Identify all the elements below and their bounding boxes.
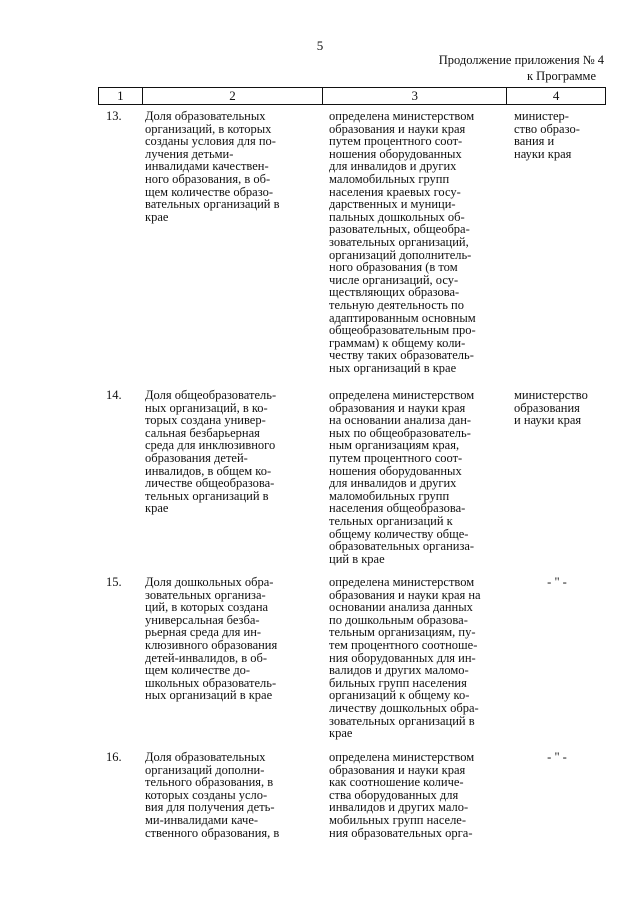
indicator-cell (142, 751, 323, 839)
indicator-line: школьных образователь- (145, 675, 277, 690)
indicator-line: Доля дошкольных обра- (145, 575, 274, 589)
header-cell: 2 (143, 88, 323, 104)
indicator-line: крае (145, 501, 169, 516)
continuation-line: к Программе (526, 69, 596, 83)
indicator-line: организаций, в которых (145, 121, 272, 136)
indicator-line: клюзивного образования (145, 637, 278, 652)
appendix-continuation (404, 52, 604, 84)
indicator-line: вательных организаций в (145, 197, 280, 212)
source-cell (323, 751, 508, 839)
page-number: 5 (316, 38, 324, 53)
responsible-line: - " - (547, 575, 567, 589)
indicator-line: образования детей- (145, 450, 248, 465)
source-line: зовательных организаций, (329, 234, 469, 249)
responsible-cell (508, 110, 606, 374)
source-line: образования и науки края на (329, 587, 481, 602)
source-line: дарственных и муници- (329, 197, 456, 212)
responsible-line: науки края (514, 146, 572, 161)
indicator-cell (142, 110, 323, 374)
responsible-cell (508, 751, 606, 839)
source-line: ных организаций в крае (329, 360, 457, 375)
source-line: тельным организациям, пу- (329, 625, 476, 640)
indicator-line: ций, в которых создана (145, 600, 269, 615)
table-row (98, 110, 606, 374)
source-line: для инвалидов и других (329, 476, 457, 491)
indicator-cell (142, 389, 323, 565)
header-cell: 4 (552, 88, 560, 103)
source-line: определена министерством (329, 575, 475, 589)
indicator-line: ственного образования, в (145, 825, 280, 840)
indicator-line: организаций дополни- (145, 762, 265, 777)
indicator-line: щем количестве до- (145, 663, 251, 678)
source-cell (323, 576, 508, 740)
source-line: образования и науки края (329, 400, 466, 415)
source-line: тем процентного соотноше- (329, 637, 478, 652)
responsible-line: и науки края (514, 413, 582, 428)
source-line: граммам) к общему коли- (329, 335, 466, 350)
source-line: определена министерством (329, 750, 475, 764)
responsible-cell (508, 576, 606, 740)
source-line: как соотношение количе- (329, 775, 464, 790)
source-line: ношения оборудованных (329, 463, 462, 478)
source-line: бильных групп населения (329, 675, 467, 690)
source-line: для инвалидов и других (329, 159, 457, 174)
source-line: валидов и других маломо- (329, 663, 469, 678)
source-line: населения общеобразова- (329, 501, 466, 516)
indicator-line: щем количестве образо- (145, 184, 274, 199)
source-cell (323, 110, 508, 374)
indicator-line: Доля образовательных (145, 750, 266, 764)
indicator-line: рьерная среда для ин- (145, 625, 262, 640)
indicator-line: крае (145, 209, 169, 224)
source-line: ного образования (в том (329, 260, 458, 275)
source-line: общему количеству обще- (329, 526, 469, 541)
indicator-line: сальная безбарьерная (145, 425, 260, 440)
table-row (98, 389, 606, 565)
indicator-line: ных организаций в крае (145, 688, 273, 703)
indicator-line: универсальная безба- (145, 612, 260, 627)
indicator-line: торых создана универ- (145, 413, 266, 428)
source-cell (323, 389, 508, 565)
table-row (98, 576, 606, 740)
responsible-line: вания и (514, 134, 555, 149)
indicator-line: тельных организаций в (145, 488, 269, 503)
responsible-line: ство образо- (514, 121, 580, 136)
indicator-line: личестве общеобразова- (145, 476, 275, 491)
source-line: общеобразовательным про- (329, 323, 476, 338)
indicator-line: которых созданы усло- (145, 787, 268, 802)
row-number: 14. (106, 388, 122, 402)
table-row (98, 751, 606, 839)
source-line: пальных дошкольных об- (329, 209, 465, 224)
source-line: ществляющих образова- (329, 285, 460, 300)
indicator-line: вия для получения деть- (145, 800, 275, 815)
source-line: ства оборудованных для (329, 787, 459, 802)
continuation-line: Продолжение приложения № 4 (438, 53, 604, 67)
indicator-line: тельного образования, в (145, 775, 274, 790)
responsible-line: министерство (514, 388, 588, 402)
source-line: путем процентного соот- (329, 450, 463, 465)
source-line: числе организаций, осу- (329, 272, 459, 287)
indicator-line: детей-инвалидов, в об- (145, 650, 268, 665)
indicator-line: ми-инвалидами каче- (145, 812, 259, 827)
source-line: зовательных организаций в (329, 713, 475, 728)
source-line: населения краевых госу- (329, 184, 461, 199)
header-cell: 1 (99, 88, 143, 104)
source-line: образования и науки края (329, 121, 466, 136)
source-line: крае (329, 726, 353, 741)
source-line: маломобильных групп (329, 488, 450, 503)
indicator-line: ных организаций, в ко- (145, 400, 268, 415)
row-number: 15. (106, 575, 122, 589)
source-line: образования и науки края (329, 762, 466, 777)
row-number: 13. (106, 109, 122, 123)
responsible-line: - " - (547, 750, 567, 764)
source-line: определена министерством (329, 388, 475, 402)
indicator-line: среда для инклюзивного (145, 438, 276, 453)
source-line: ния оборудованных для ин- (329, 650, 476, 665)
indicator-line: инвалидами качествен- (145, 159, 269, 174)
source-line: организаций дополнитель- (329, 247, 472, 262)
indicator-line: ного образования, в об- (145, 171, 271, 186)
header-cell: 3 (323, 88, 507, 104)
source-line: тельных организаций к (329, 513, 453, 528)
source-line: тельную деятельность по (329, 297, 464, 312)
source-line: по дошкольным образова- (329, 612, 468, 627)
source-line: разовательных, общеобра- (329, 222, 470, 237)
source-line: честву таких образователь- (329, 348, 474, 363)
source-line: определена министерством (329, 109, 475, 123)
indicator-line: зовательных организа- (145, 587, 266, 602)
indicator-cell (142, 576, 323, 740)
source-line: маломобильных групп (329, 171, 450, 186)
responsible-line: образования (514, 400, 580, 415)
indicator-line: Доля общеобразователь- (145, 388, 277, 402)
source-line: путем процентного соот- (329, 134, 463, 149)
source-line: ным организациям края, (329, 438, 460, 453)
source-line: ния образовательных орга- (329, 825, 473, 840)
indicator-line: Доля образовательных (145, 109, 266, 123)
responsible-cell (508, 389, 606, 565)
source-line: адаптированным основным (329, 310, 476, 325)
source-line: основании анализа данных (329, 600, 473, 615)
source-line: инвалидов и других мало- (329, 800, 469, 815)
source-line: на основании анализа дан- (329, 413, 472, 428)
indicator-line: созданы условия для по- (145, 134, 276, 149)
source-line: организаций к общему ко- (329, 688, 470, 703)
indicator-line: инвалидов, в общем ко- (145, 463, 272, 478)
source-line: ных по общеобразователь- (329, 425, 471, 440)
responsible-line: министер- (514, 109, 569, 123)
indicator-line: лучения детьми- (145, 146, 234, 161)
table-header (98, 87, 606, 105)
source-line: личеству дошкольных обра- (329, 700, 479, 715)
source-line: образовательных организа- (329, 539, 475, 554)
source-line: ношения оборудованных (329, 146, 462, 161)
row-number: 16. (106, 750, 122, 764)
source-line: ций в крае (329, 551, 385, 566)
source-line: мобильных групп населе- (329, 812, 467, 827)
